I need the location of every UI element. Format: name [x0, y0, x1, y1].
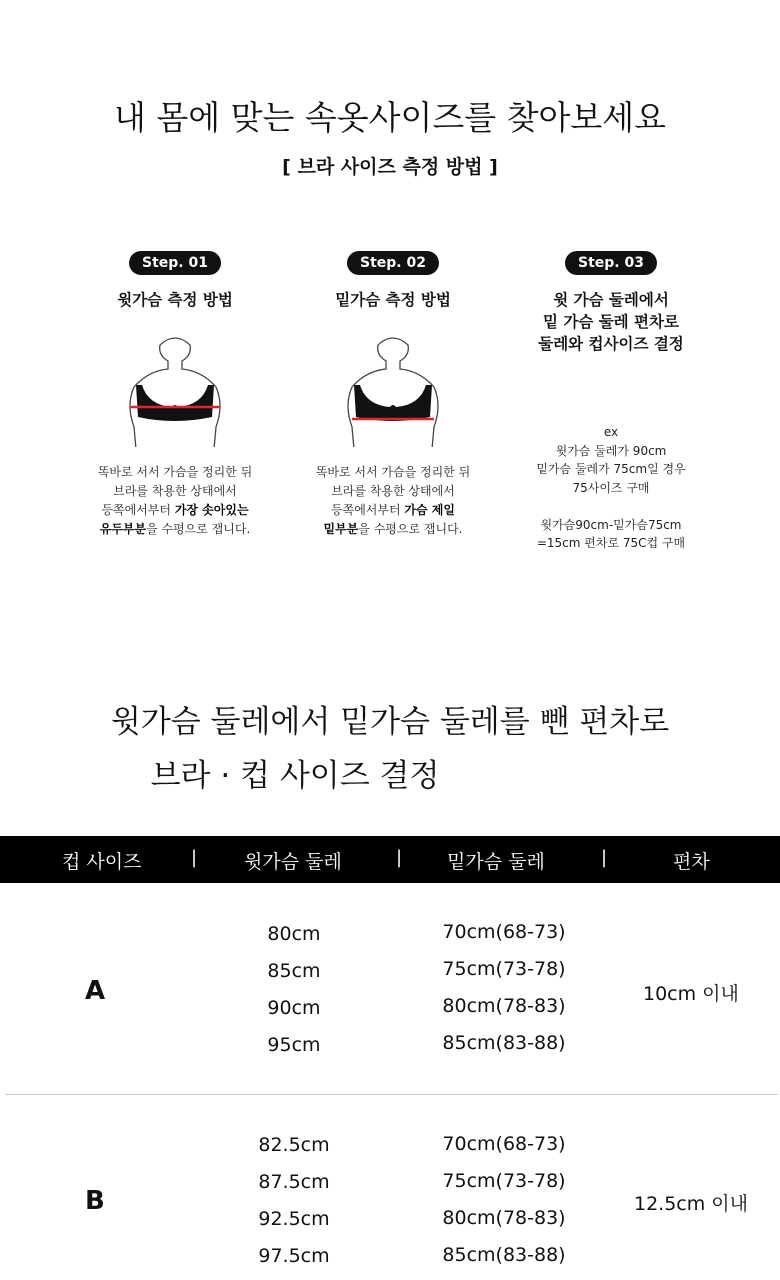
under-bust-values: 70cm(68-73) 75cm(73-78) 80cm(78-83) 85cm(83-88) [442, 921, 566, 1054]
header-difference: 편차 [673, 851, 710, 873]
header-upper-bust: 윗가슴 둘레 [244, 851, 342, 873]
step-2 [273, 251, 513, 539]
cup-size: A [85, 976, 106, 1006]
size-heading-line2: 브라 · 컵 사이즈 결정 [150, 758, 440, 794]
step-description: 똑바로 서서 가슴을 정리한 뒤 브라를 착용한 상태에서 등쪽에서부터 가슴 제일 밑부분을 수평으로 잽니다. [315, 465, 471, 536]
step-title: 밑가슴 측정 방법 [335, 291, 451, 309]
cup-size: B [85, 1186, 105, 1216]
upper-bust-values: 82.5cm 87.5cm 92.5cm 97.5cm [258, 1134, 330, 1267]
header-separator: | [601, 847, 608, 868]
step-badge: Step. 01 [129, 251, 221, 275]
table-header [0, 836, 780, 883]
example-text: ex 윗가슴 둘레가 90cm 밑가슴 둘레가 75cm일 경우 75사이즈 구매 윗가슴90cm-밑가슴75cm =15cm 편차로 75C컵 구매 [536, 425, 686, 550]
bra-upper-measure-illustration [120, 327, 230, 447]
difference-value: 10cm 이내 [643, 983, 739, 1005]
step-badge: Step. 02 [347, 251, 439, 275]
upper-bust-values: 80cm 85cm 90cm 95cm [267, 923, 321, 1056]
section-subtitle: [ 브라 사이즈 측정 방법 ] [282, 156, 498, 178]
header-separator: | [191, 847, 198, 868]
size-heading-line1: 윗가슴 둘레에서 밑가슴 둘레를 뺀 편차로 [110, 704, 670, 740]
step-description: 똑바로 서서 가슴을 정리한 뒤 브라를 착용한 상태에서 등쪽에서부터 가장 솟아있는 유두부분을 수평으로 잽니다. [97, 465, 253, 536]
step-1 [55, 251, 295, 539]
row-divider [5, 1094, 778, 1095]
header-separator: | [396, 847, 403, 868]
step-title: 윗 가슴 둘레에서 밑 가슴 둘레 편차로 둘레와 컵사이즈 결정 [538, 291, 684, 353]
difference-value: 12.5cm 이내 [634, 1193, 749, 1215]
step-title: 윗가슴 측정 방법 [117, 291, 233, 309]
bra-under-measure-illustration [338, 327, 448, 447]
header-under-bust: 밑가슴 둘레 [447, 851, 545, 873]
header-cup-size: 컵 사이즈 [62, 851, 142, 873]
page-title: 내 몸에 맞는 속옷사이즈를 찾아보세요 [113, 98, 666, 137]
step-badge: Step. 03 [565, 251, 657, 275]
step-3 [491, 251, 731, 355]
under-bust-values: 70cm(68-73) 75cm(73-78) 80cm(78-83) 85cm(83-88) [442, 1133, 566, 1266]
